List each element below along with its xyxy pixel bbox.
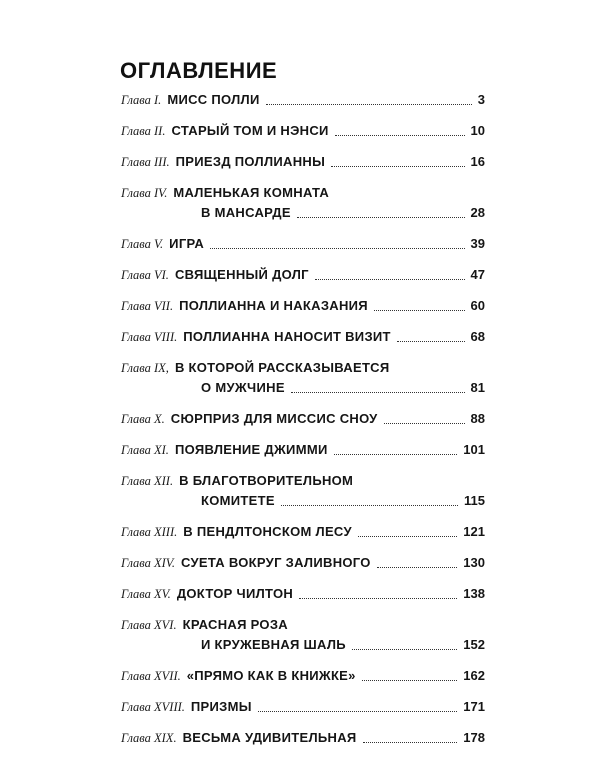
chapter-title: ВЕСЬМА УДИВИТЕЛЬНАЯ	[182, 730, 357, 745]
page-number: 138	[463, 586, 485, 601]
toc-entry	[121, 615, 485, 655]
page-number: 88	[470, 411, 485, 426]
page-number: 47	[470, 267, 485, 282]
dot-leader	[362, 680, 458, 681]
page-number: 121	[463, 524, 485, 539]
chapter-title-continued: В МАНСАРДЕ	[201, 205, 291, 220]
chapter-number: Глава VII.	[121, 299, 174, 313]
chapter-number: Глава XIX.	[121, 731, 177, 745]
page-number: 162	[463, 668, 485, 683]
toc-entry-line	[121, 183, 485, 203]
chapter-title: КРАСНАЯ РОЗА	[182, 617, 288, 632]
page-number: 68	[470, 329, 485, 344]
dot-leader	[291, 392, 465, 393]
toc-entry-line	[121, 471, 485, 491]
toc-entry-line	[121, 203, 485, 223]
chapter-number: Глава VI.	[121, 268, 169, 282]
toc-entry	[121, 152, 485, 172]
page-number: 178	[463, 730, 485, 745]
page-number: 130	[463, 555, 485, 570]
dot-leader	[281, 505, 458, 506]
chapter-title: ДОКТОР ЧИЛТОН	[176, 586, 294, 601]
chapter-number: Глава X.	[121, 412, 165, 426]
chapter-title: В КОТОРОЙ РАССКАЗЫВАЕТСЯ	[174, 360, 390, 375]
toc-entry	[121, 666, 485, 686]
chapter-title: ПОЛЛИАННА НАНОСИТ ВИЗИТ	[183, 329, 391, 344]
toc-entry	[121, 234, 485, 254]
dot-leader	[363, 742, 458, 743]
page-number: 39	[470, 236, 485, 251]
toc-entry	[121, 90, 485, 110]
chapter-title: ПОЛЛИАННА И НАКАЗАНИЯ	[179, 298, 368, 313]
page-number: 115	[464, 493, 485, 508]
chapter-title: ПРИЕЗД ПОЛЛИАННЫ	[175, 154, 326, 169]
dot-leader	[258, 711, 458, 712]
toc-entry	[121, 471, 485, 511]
chapter-number: Глава XIV.	[121, 556, 175, 570]
chapter-title: МИСС ПОЛЛИ	[167, 92, 260, 107]
chapter-number: Глава XV.	[121, 587, 171, 601]
toc-entry	[121, 296, 485, 316]
chapter-title-continued: О МУЖЧИНЕ	[201, 380, 285, 395]
page-number: 3	[477, 92, 485, 107]
chapter-number: Глава XI.	[121, 443, 169, 457]
dot-leader	[266, 104, 472, 105]
chapter-title-continued: КОМИТЕТЕ	[201, 493, 275, 508]
toc-entry	[121, 327, 485, 347]
page-number: 171	[463, 699, 485, 714]
toc-entry	[121, 553, 485, 573]
page-number: 152	[463, 637, 485, 652]
chapter-number: Глава XVII.	[121, 669, 181, 683]
toc-entry	[121, 522, 485, 542]
chapter-title: В БЛАГОТВОРИТЕЛЬНОМ	[179, 473, 354, 488]
chapter-number: Глава III.	[121, 155, 170, 169]
chapter-number: Глава XIII.	[121, 525, 178, 539]
dot-leader	[315, 279, 465, 280]
toc-entry-line	[121, 491, 485, 511]
page-number: 10	[470, 123, 485, 138]
chapter-title: «ПРЯМО КАК В КНИЖКЕ»	[186, 668, 356, 683]
chapter-title: ИГРА	[169, 236, 205, 251]
chapter-title: СТАРЫЙ ТОМ И НЭНСИ	[171, 123, 329, 138]
page-number: 16	[470, 154, 485, 169]
toc-entry	[121, 183, 485, 223]
chapter-number: Глава XVIII.	[121, 700, 185, 714]
toc-entry-line	[121, 615, 485, 635]
page-title: ОГЛАВЛЕНИЕ	[120, 58, 278, 83]
dot-leader	[297, 217, 465, 218]
chapter-number: Глава IV.	[121, 186, 168, 200]
dot-leader	[374, 310, 465, 311]
toc-entry	[121, 440, 485, 460]
chapter-number: Глава XII.	[121, 474, 174, 488]
page-number: 28	[470, 205, 485, 220]
chapter-title: ПРИЗМЫ	[190, 699, 252, 714]
toc-entry	[121, 265, 485, 285]
dot-leader	[334, 454, 458, 455]
page-number: 81	[470, 380, 485, 395]
page-number: 60	[470, 298, 485, 313]
chapter-number: Глава II.	[121, 124, 166, 138]
page-number: 101	[463, 442, 485, 457]
dot-leader	[335, 135, 465, 136]
toc-entry-line	[121, 635, 485, 655]
chapter-number: Глава V.	[121, 237, 164, 251]
toc-entry	[121, 728, 485, 748]
dot-leader	[331, 166, 464, 167]
chapter-number: Глава IX,	[121, 361, 169, 375]
dot-leader	[299, 598, 457, 599]
chapter-number: Глава VIII.	[121, 330, 178, 344]
toc-entry	[121, 409, 485, 429]
dot-leader	[384, 423, 465, 424]
chapter-title-continued: И КРУЖЕВНАЯ ШАЛЬ	[201, 637, 346, 652]
chapter-title: МАЛЕНЬКАЯ КОМНАТА	[173, 185, 330, 200]
chapter-title: СВЯЩЕННЫЙ ДОЛГ	[174, 267, 309, 282]
chapter-title: ПОЯВЛЕНИЕ ДЖИММИ	[174, 442, 328, 457]
toc-entry	[121, 358, 485, 398]
dot-leader	[352, 649, 457, 650]
chapter-number: Глава I.	[121, 93, 162, 107]
toc-entry	[121, 697, 485, 717]
chapter-title: В ПЕНДЛТОНСКОМ ЛЕСУ	[183, 524, 352, 539]
dot-leader	[358, 536, 457, 537]
chapter-number: Глава XVI.	[121, 618, 177, 632]
dot-leader	[377, 567, 458, 568]
toc-entry	[121, 584, 485, 604]
toc-entry-line	[121, 358, 485, 378]
toc-entry-line	[121, 378, 485, 398]
toc-list	[121, 90, 485, 759]
dot-leader	[210, 248, 465, 249]
toc-entry	[121, 121, 485, 141]
dot-leader	[397, 341, 465, 342]
chapter-title: СЮРПРИЗ ДЛЯ МИССИС СНОУ	[170, 411, 378, 426]
chapter-title: СУЕТА ВОКРУГ ЗАЛИВНОГО	[180, 555, 371, 570]
